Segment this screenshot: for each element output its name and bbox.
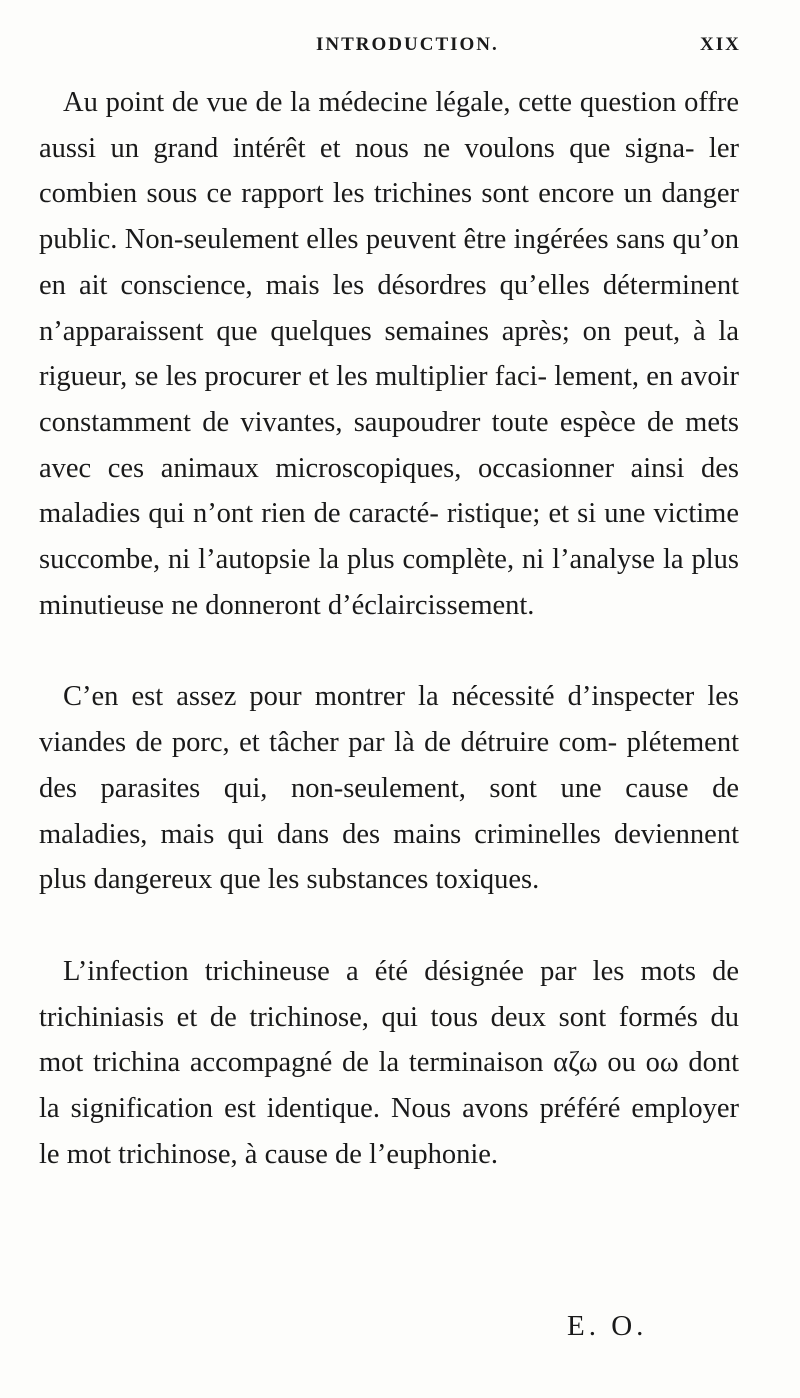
body-text [39,80,739,1177]
running-head [0,34,800,58]
author-initials: E. O. [567,1310,648,1342]
paragraph-pork-inspection: C’en est assez pour montrer la nécessité d’inspecter les viandes de porc, et tâcher par là de détruire com- plétement des parasites qui, non-seulement, sont une cause de maladies, mais qui dans des mains criminelles deviennent plus dangereux que les substances toxiques. [39,681,739,896]
running-title: INTRODUCTION. [316,34,499,55]
paragraph-forensic-medicine: Au point de vue de la médecine légale, cette question offre aussi un grand intérêt et nous ne voulons que signa- ler combien sous ce rapport les trichines sont encore un danger public. Non-seulement elles peuvent être ingérées sans qu’on en ait conscience, mais les désordres qu’elles déterminent n’apparaissent que quelques semaines après; on peut, à la rigueur, se les procurer et les multiplier faci- lement, en avoir constamment de vivantes, saupoudrer toute espèce de mets avec ces animaux microscopiques, occasionner ainsi des maladies qui n’ont rien de caracté- ristique; et si une victime succombe, ni l’autopsie la plus complète, ni l’analyse la plus minutieuse ne donneront d’éclaircissement. [39,87,739,621]
paragraph-terminology: L’infection trichineuse a été désignée par les mots de trichiniasis et de trichinose, qui tous deux sont formés du mot trichina accompagné de la terminaison αζω ou οω dont la signification est identique. Nous avons préféré employer le mot trichinose, à cause de l’euphonie. [39,955,739,1170]
page-number: XIX [700,34,741,55]
